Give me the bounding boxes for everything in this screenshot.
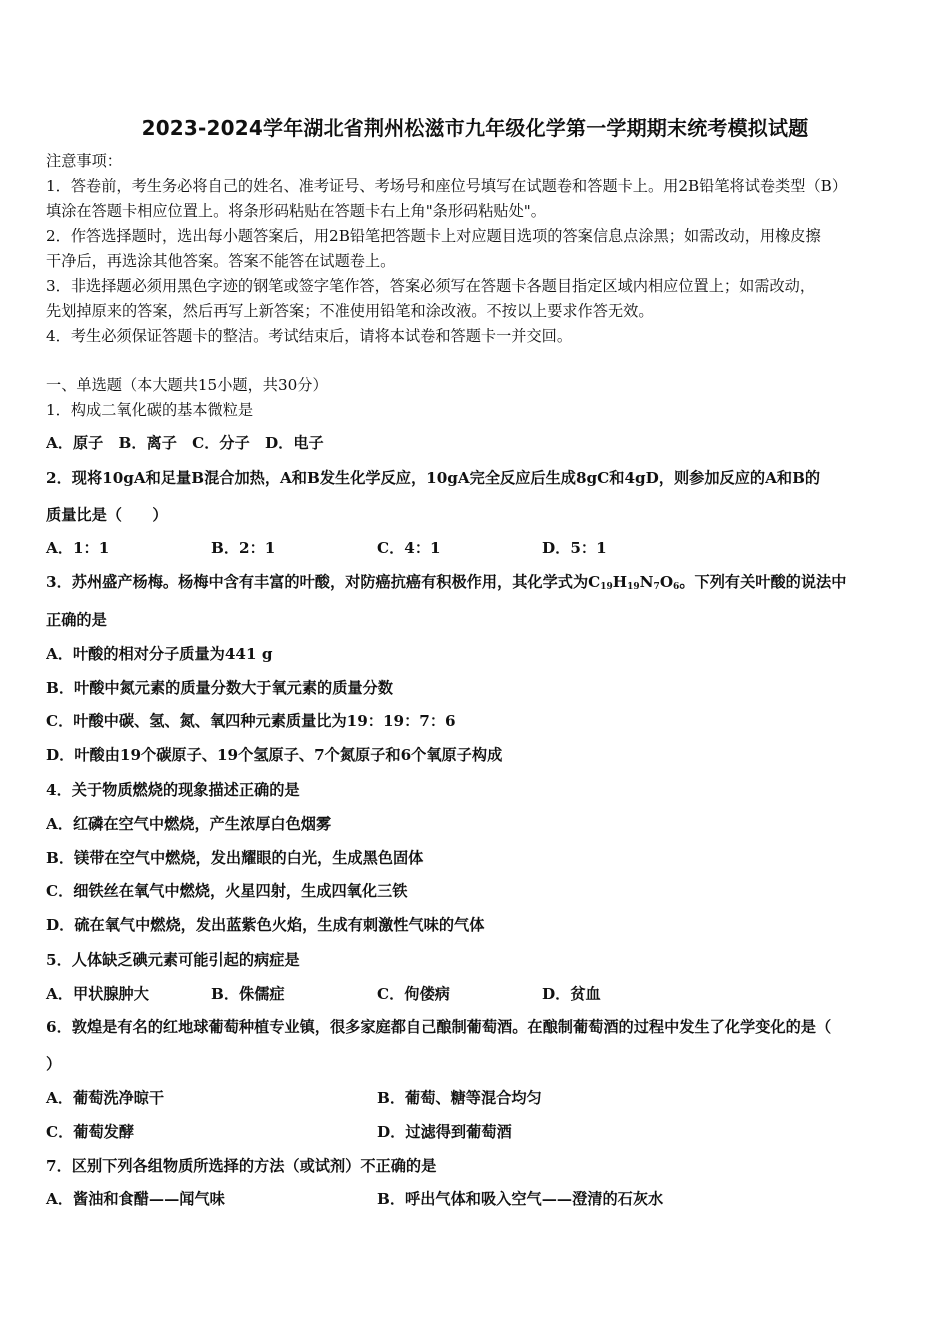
notice-line: 填涂在答题卡相应位置上。将条形码粘贴在答题卡右上角"条形码粘贴处"。 <box>46 202 546 220</box>
question-3-option-c: C．叶酸中碳、氢、氮、氧四种元素质量比为19：19：7：6 <box>46 712 456 730</box>
question-2-option-d: D．5：1 <box>542 539 607 557</box>
section-heading: 一、单选题（本大题共15小题，共30分） <box>46 376 328 394</box>
question-6-stem-cont: ） <box>46 1055 62 1073</box>
question-3-option-b: B．叶酸中氮元素的质量分数大于氧元素的质量分数 <box>46 679 393 697</box>
question-4-option-c: C．细铁丝在氧气中燃烧，火星四射，生成四氧化三铁 <box>46 882 408 900</box>
question-4-stem: 4．关于物质燃烧的现象描述正确的是 <box>46 781 300 799</box>
notice-heading: 注意事项： <box>46 152 122 170</box>
question-4-option-d: D．硫在氧气中燃烧，发出蓝紫色火焰，生成有刺激性气味的气体 <box>46 916 485 934</box>
question-5-option-d: D．贫血 <box>542 985 601 1003</box>
notice-line: 4．考生必须保证答题卡的整洁。考试结束后，请将本试卷和答题卡一并交回。 <box>46 327 573 345</box>
question-7-option-a: A．酱油和食醋——闻气味 <box>46 1190 225 1208</box>
question-2-option-a: A．1：1 <box>46 539 110 557</box>
question-3-option-d: D．叶酸由19个碳原子、19个氢原子、7个氮原子和6个氧原子构成 <box>46 746 503 764</box>
question-2-option-c: C．4：1 <box>377 539 441 557</box>
question-6-option-c: C．葡萄发酵 <box>46 1123 135 1141</box>
chemical-formula: $C_{19}H_{19}N_7O_6$ <box>588 573 680 592</box>
question-5-option-b: B．侏儒症 <box>211 985 285 1003</box>
question-7-option-b: B．呼出气体和吸入空气——澄清的石灰水 <box>377 1190 664 1208</box>
question-5-option-c: C．佝偻病 <box>377 985 450 1003</box>
notice-line: 先划掉原来的答案，然后再写上新答案；不准使用铅笔和涂改液。不按以上要求作答无效。 <box>46 302 654 320</box>
question-3-stem: 3．苏州盛产杨梅。杨梅中含有丰富的叶酸，对防癌抗癌有积极作用，其化学式为$C_{19}H_{19}N_7O_6$。下列有关叶酸的说法中 <box>46 573 847 592</box>
notice-line: 1．答卷前，考生务必将自己的姓名、准考证号、考场号和座位号填写在试题卷和答题卡上。用2B铅笔将试卷类型（B） <box>46 177 848 195</box>
page-title: 2023-2024学年湖北省荆州松滋市九年级化学第一学期期末统考模拟试题 <box>141 116 809 140</box>
question-2-option-b: B．2：1 <box>211 539 276 557</box>
question-7-stem: 7．区别下列各组物质所选择的方法（或试剂）不正确的是 <box>46 1157 437 1175</box>
notice-line: 3．非选择题必须用黑色字迹的钢笔或签字笔作答，答案必须写在答题卡各题目指定区域内相应位置上；如需改动， <box>46 277 816 295</box>
question-5-option-a: A．甲状腺肿大 <box>46 985 149 1003</box>
question-3-stem-cont: 正确的是 <box>46 611 107 629</box>
question-6-stem: 6．敦煌是有名的红地球葡萄种植专业镇，很多家庭都自己酿制葡萄酒。在酿制葡萄酒的过程中发生了化学变化的是（ <box>46 1018 832 1036</box>
question-6-option-b: B．葡萄、糖等混合均匀 <box>377 1089 542 1107</box>
question-1-options: A．原子 B．离子 C．分子 D．电子 <box>46 434 324 452</box>
question-3-option-a: A．叶酸的相对分子质量为441 g <box>46 645 273 663</box>
question-2-stem: 2．现将10gA和足量B混合加热，A和B发生化学反应，10gA完全反应后生成8gC和4gD，则参加反应的A和B的 <box>46 469 821 487</box>
question-5-stem: 5．人体缺乏碘元素可能引起的病症是 <box>46 951 300 969</box>
notice-line: 干净后，再选涂其他答案。答案不能答在试题卷上。 <box>46 252 396 270</box>
question-4-option-b: B．镁带在空气中燃烧，发出耀眼的白光，生成黑色固体 <box>46 849 424 867</box>
notice-line: 2．作答选择题时，选出每小题答案后，用2B铅笔把答题卡上对应题目选项的答案信息点涂黑；如需改动，用橡皮擦 <box>46 227 821 245</box>
question-6-option-a: A．葡萄洗净晾干 <box>46 1089 165 1107</box>
question-2-stem-cont: 质量比是（ ） <box>46 506 168 524</box>
question-6-option-d: D．过滤得到葡萄酒 <box>377 1123 512 1141</box>
question-4-option-a: A．红磷在空气中燃烧，产生浓厚白色烟雾 <box>46 815 332 833</box>
question-1-stem: 1．构成二氧化碳的基本微粒是 <box>46 401 254 419</box>
